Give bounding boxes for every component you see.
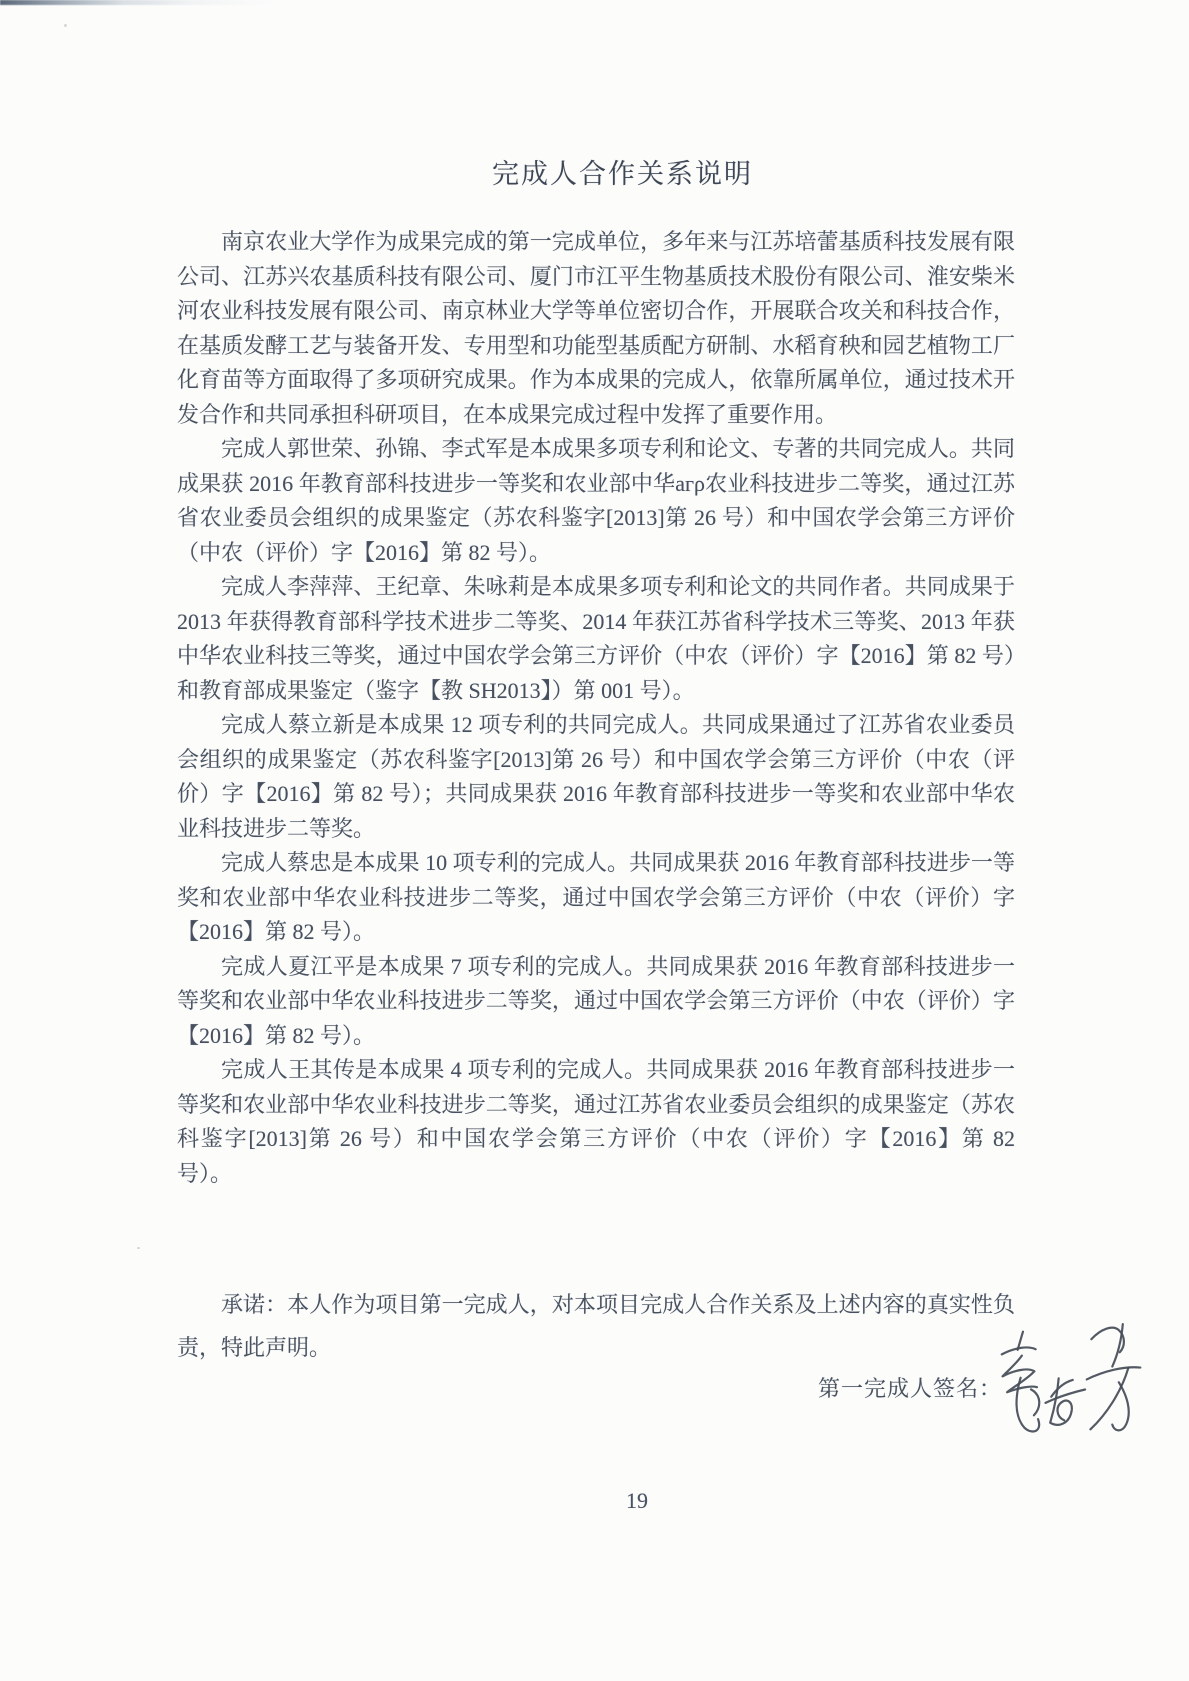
scan-artifact-speck — [64, 24, 67, 27]
paragraph-cooperation-overview: 南京农业大学作为成果完成的第一完成单位，多年来与江苏培蕾基质科技发展有限公司、江苏兴农基质科技有限公司、厦门市江平生物基质技术股份有限公司、淮安柴米河农业科技发展有限公司、南京林业大学等单位密切合作，开展联合攻关和科技合作，在基质发酵工艺与装备开发、专用型和功能型基质配方研制、水稻育秧和园艺植物工厂化育苗等方面取得了多项研究成果。作为本成果的完成人，依靠所属单位，通过技术开发合作和共同承担科研项目，在本成果完成过程中发挥了重要作用。 — [177, 229, 1015, 427]
document-body — [177, 225, 1015, 1191]
document-title: 完成人合作关系说明 — [492, 159, 753, 189]
paragraph-wangqichuan: 完成人王其传是本成果 4 项专利的完成人。共同成果获 2016 年教育部科技进步一等奖和农业部中华农业科技进步二等奖，通过江苏省农业委员会组织的成果鉴定（苏农科鉴字[2013]第 26 号）和中国农学会第三方评价（中农（评价）字【2016】第 82 号）。 — [177, 1057, 1015, 1186]
signature-label: 第一完成人签名： — [818, 1376, 1003, 1401]
paragraph-xiajiangping: 完成人夏江平是本成果 7 项专利的完成人。共同成果获 2016 年教育部科技进步一等奖和农业部中华农业科技进步二等奖，通过中国农学会第三方评价（中农（评价）字【2016】第 82 号）。 — [177, 953, 1015, 1048]
paragraph-caizhong: 完成人蔡忠是本成果 10 项专利的完成人。共同成果获 2016 年教育部科技进步一等奖和农业部中华农业科技进步二等奖，通过中国农学会第三方评价（中农（评价）字【2016】第 82 号）。 — [177, 850, 1015, 944]
handwritten-signature-image — [991, 1315, 1151, 1460]
scan-artifact-speck — [137, 1247, 140, 1249]
paragraph-lipingping-wangjizhang-zhuyongli: 完成人李萍萍、王纪章、朱咏莉是本成果多项专利和论文的共同作者。共同成果于 2013 年获得教育部科学技术进步二等奖、2014 年获江苏省科学技术三等奖、2013 年获中华农业科技三等奖，通过中国农学会第三方评价（中农（评价）字【2016】第 82 号）和教育部成果鉴定（鉴字【教 SH2013】）第 001 号）。 — [177, 574, 1015, 703]
paragraph-cailixin: 完成人蔡立新是本成果 12 项专利的共同完成人。共同成果通过了江苏省农业委员会组织的成果鉴定（苏农科鉴字[2013]第 26 号）和中国农学会第三方评价（中农（评价）字【2016】第 82 号）；共同成果获 2016 年教育部科技进步一等奖和农业部中华农业科技进步二等奖。 — [177, 712, 1015, 841]
scan-artifact-streak — [0, 0, 275, 5]
commitment-statement: 承诺：本人作为项目第一完成人，对本项目完成人合作关系及上述内容的真实性负责，特此声明。 — [177, 1292, 1015, 1360]
paragraph-guoshirong-sunjin-lishijun: 完成人郭世荣、孙锦、李式军是本成果多项专利和论文、专著的共同完成人。共同成果获 2016 年教育部科技进步一等奖和农业部中华агρ农业科技进步二等奖，通过江苏省农业委员会组织的成果鉴定（苏农科鉴字[2013]第 26 号）和中国农学会第三方评价（中农（评价）字【2016】第 82 号）。 — [177, 436, 1015, 565]
page-number: 19 — [626, 1488, 648, 1513]
